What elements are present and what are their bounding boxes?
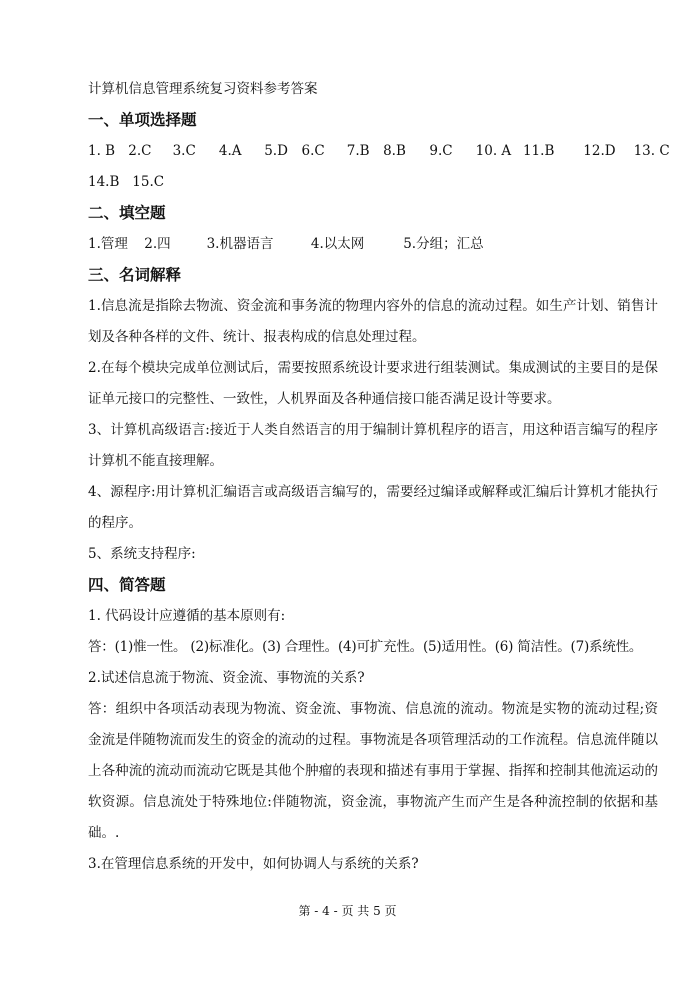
answer-item: 13. C — [633, 143, 670, 159]
definition-item: 2.在每个模块完成单位测试后，需要按照系统设计要求进行组装测试。集成测试的主要目的是保证单元接口的完整性、一致性，人机界面及各种通信接口能否满足设计等要求。 — [88, 360, 658, 407]
page-footer: 第 - 4 - 页 共 5 页 — [298, 904, 397, 918]
answer-item: 10. A — [475, 143, 512, 159]
choice-answers-row-2 — [88, 167, 658, 198]
definition-item: 3、计算机高级语言:接近于人类自然语言的用于编制计算机程序的语言，用这种语言编写的程序计算机不能直接理解。 — [88, 422, 658, 469]
answer-item: 7.B — [346, 143, 370, 159]
question-text: 1. 代码设计应遵循的基本原则有: — [88, 608, 286, 624]
answer-item: 4.A — [218, 143, 242, 159]
section-heading-definitions: 三、名词解释 — [88, 266, 182, 284]
document-body — [88, 74, 670, 880]
answer-item: 12.D — [583, 143, 616, 159]
answer-item: 2.C — [128, 143, 152, 159]
section-heading-short-answer: 四、简答题 — [88, 576, 166, 594]
answer-item: 11.B — [522, 143, 555, 159]
answer-text: 答：组织中各项活动表现为物流、资金流、事物流、信息流的流动。物流是实物的流动过程;资金流是伴随物流而发生的资金的流动的过程。事物流是各项管理活动的工作流程。信息流伴随以上各种流的流动而流动它既是其他个肿瘤的表现和描述有事用于掌握、指挥和控制其他流运动的软资源。信息流处于特殊地位:伴随物流，资金流，事物流产生而产生是各种流控制的依据和基础。. — [88, 701, 658, 841]
answer-item: 15.C — [132, 174, 165, 190]
answer-text: 答：(1)惟一性。 (2)标准化。(3) 合理性。(4)可扩充性。(5)适用性。(6) 简洁性。(7)系统性。 — [88, 639, 643, 655]
answer-item: 3.机器语言 — [206, 236, 274, 252]
document-title: 计算机信息管理系统复习资料参考答案 — [88, 81, 318, 97]
answer-item: 6.C — [301, 143, 325, 159]
answer-item: 4.以太网 — [310, 236, 365, 252]
section-heading-choice: 一、单项选择题 — [88, 111, 197, 129]
answer-item: 14.B — [88, 174, 120, 190]
definition-item: 5、系统支持程序: — [88, 546, 196, 562]
fill-blank-answers — [88, 229, 658, 260]
answer-item: 3.C — [172, 143, 196, 159]
answer-item: 1. B — [88, 143, 116, 159]
section-heading-fill-blank: 二、填空题 — [88, 204, 166, 222]
question-text: 2.试述信息流于物流、资金流、事物流的关系? — [88, 670, 365, 686]
choice-answers-row-1 — [88, 136, 670, 167]
answer-item: 9.C — [429, 143, 453, 159]
question-text: 3.在管理信息系统的开发中，如何协调人与系统的关系? — [88, 856, 419, 872]
definition-item: 1.信息流是指除去物流、资金流和事务流的物理内容外的信息的流动过程。如生产计划、销售计划及各种各样的文件、统计、报表构成的信息处理过程。 — [88, 298, 658, 345]
answer-item: 1.管理 — [88, 236, 128, 252]
answer-item: 2.四 — [144, 236, 171, 252]
answer-item: 8.B — [383, 143, 406, 159]
answer-item: 5.D — [264, 143, 288, 159]
definition-item: 4、源程序:用计算机汇编语言或高级语言编写的，需要经过编译或解释或汇编后计算机才能执行的程序。 — [88, 484, 658, 531]
answer-item: 5.分组；汇总 — [403, 236, 484, 252]
